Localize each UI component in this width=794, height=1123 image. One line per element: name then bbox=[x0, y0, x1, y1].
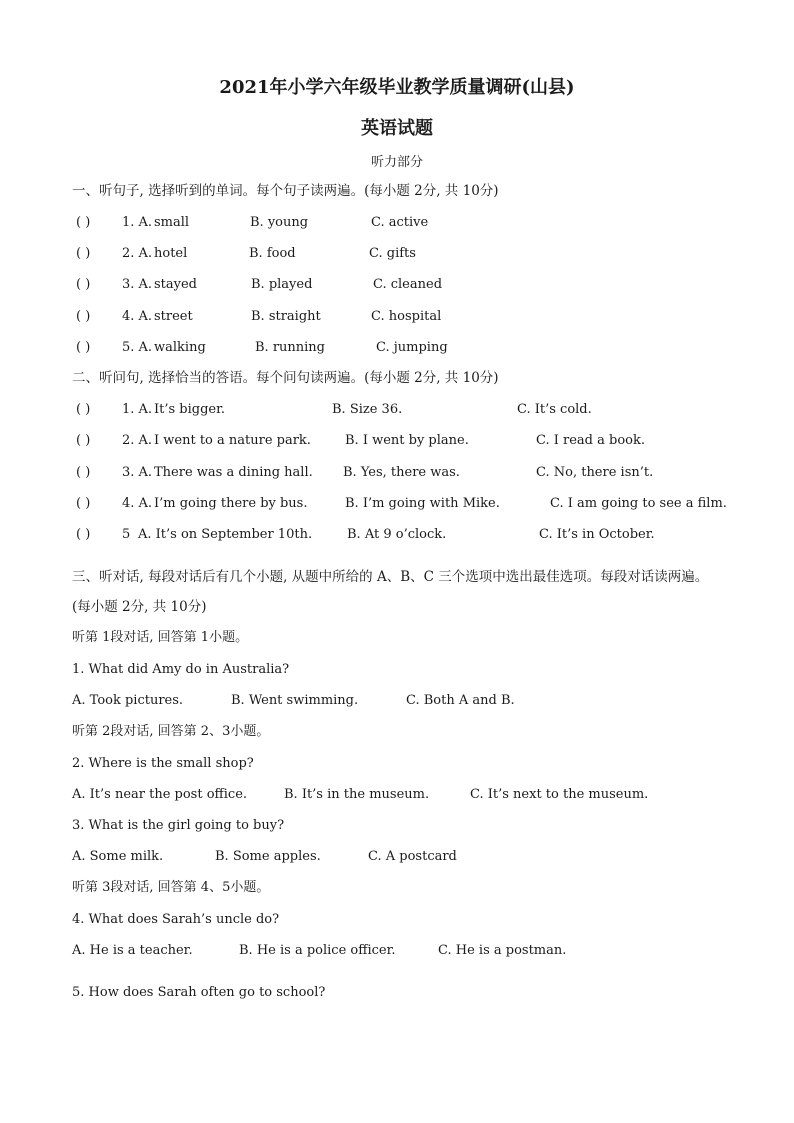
item-number: 4. A. bbox=[122, 496, 153, 511]
option-a: A. Took pictures. bbox=[72, 693, 184, 708]
answer-blank: ( ) bbox=[76, 309, 91, 324]
question-4: 4. What does Sarah’s uncle do? bbox=[72, 912, 280, 927]
option-c: C. hospital bbox=[371, 309, 442, 324]
option-b: B. I’m going with Mike. bbox=[345, 496, 500, 511]
option-b: B. I went by plane. bbox=[345, 433, 469, 448]
answer-blank: ( ) bbox=[76, 527, 91, 542]
option-a: It’s bigger. bbox=[154, 402, 226, 417]
dialogue-2-instruction: 听第 2段对话, 回答第 2、3小题。 bbox=[72, 724, 270, 739]
answer-blank: ( ) bbox=[76, 465, 91, 480]
option-a: I’m going there by bus. bbox=[154, 496, 308, 511]
option-b: B. It’s in the museum. bbox=[284, 787, 430, 802]
answer-blank: ( ) bbox=[76, 277, 91, 292]
option-a: A. He is a teacher. bbox=[72, 943, 193, 958]
option-c: C. jumping bbox=[376, 340, 448, 355]
option-a: A. It’s on September 10th. bbox=[138, 527, 313, 542]
answer-blank: ( ) bbox=[76, 215, 91, 230]
option-b: B. played bbox=[251, 277, 313, 292]
question-2: 2. Where is the small shop? bbox=[72, 756, 254, 771]
option-a: walking bbox=[154, 340, 206, 355]
item-number: 1. A. bbox=[122, 402, 153, 417]
option-a: street bbox=[154, 309, 193, 324]
section-2-heading: 二、听问句, 选择恰当的答语。每个问句读两遍。(每小题 2分, 共 10分) bbox=[72, 370, 499, 386]
part-heading: 听力部分 bbox=[370, 155, 423, 170]
question-3: 3. What is the girl going to buy? bbox=[72, 818, 285, 833]
option-b: B. running bbox=[255, 340, 326, 355]
exam-subject: 英语试题 bbox=[361, 118, 433, 139]
option-c: C. He is a postman. bbox=[438, 943, 567, 958]
option-c: C. It’s cold. bbox=[517, 402, 592, 417]
item-number: 2. A. bbox=[122, 246, 153, 261]
section-3-score-note: (每小题 2分, 共 10分) bbox=[72, 599, 207, 615]
option-b: B. straight bbox=[251, 309, 321, 324]
item-number: 4. A. bbox=[122, 309, 153, 324]
answer-blank: ( ) bbox=[76, 496, 91, 511]
option-a: I went to a nature park. bbox=[154, 433, 311, 448]
option-c: C. Both A and B. bbox=[406, 693, 515, 708]
answer-blank: ( ) bbox=[76, 340, 91, 355]
answer-blank: ( ) bbox=[76, 246, 91, 261]
option-a: A. Some milk. bbox=[72, 849, 164, 864]
answer-blank: ( ) bbox=[76, 433, 91, 448]
item-number: 3. A. bbox=[122, 277, 153, 292]
dialogue-1-instruction: 听第 1段对话, 回答第 1小题。 bbox=[72, 630, 249, 645]
item-number: 5. A. bbox=[122, 340, 153, 355]
item-number: 2. A. bbox=[122, 433, 153, 448]
answer-blank: ( ) bbox=[76, 402, 91, 417]
option-a: A. It’s near the post office. bbox=[72, 787, 248, 802]
item-number: 5 bbox=[122, 527, 131, 542]
option-b: B. Yes, there was. bbox=[343, 465, 460, 480]
option-c: C. It’s in October. bbox=[539, 527, 655, 542]
option-b: B. Went swimming. bbox=[231, 693, 359, 708]
option-b: B. young bbox=[250, 215, 309, 230]
exam-title: 2021年小学六年级毕业教学质量调研(山县) bbox=[219, 77, 575, 98]
option-c: C. gifts bbox=[369, 246, 416, 261]
section-1-heading: 一、听句子, 选择听到的单词。每个句子读两遍。(每小题 2分, 共 10分) bbox=[72, 183, 499, 199]
option-c: C. I read a book. bbox=[536, 433, 645, 448]
option-c: C. It’s next to the museum. bbox=[470, 787, 649, 802]
item-number: 3. A. bbox=[122, 465, 153, 480]
option-c: C. cleaned bbox=[373, 277, 443, 292]
option-a: There was a dining hall. bbox=[154, 465, 313, 480]
item-number: 1. A. bbox=[122, 215, 153, 230]
option-b: B. He is a police officer. bbox=[239, 943, 396, 958]
option-c: C. No, there isn’t. bbox=[536, 465, 654, 480]
option-b: B. food bbox=[249, 246, 296, 261]
option-b: B. Some apples. bbox=[215, 849, 321, 864]
section-3-heading: 三、听对话, 每段对话后有几个小题, 从题中所给的 A、B、C 三个选项中选出最佳选项。每段对话读两遍。 bbox=[72, 569, 709, 585]
question-5: 5. How does Sarah often go to school? bbox=[72, 985, 326, 1000]
dialogue-3-instruction: 听第 3段对话, 回答第 4、5小题。 bbox=[72, 880, 270, 895]
option-c: C. A postcard bbox=[368, 849, 457, 864]
option-a: small bbox=[154, 215, 190, 230]
option-b: B. At 9 o’clock. bbox=[347, 527, 447, 542]
option-c: C. I am going to see a film. bbox=[550, 496, 727, 511]
option-c: C. active bbox=[371, 215, 429, 230]
option-a: hotel bbox=[154, 246, 188, 261]
option-a: stayed bbox=[154, 277, 198, 292]
question-1: 1. What did Amy do in Australia? bbox=[72, 662, 290, 677]
option-b: B. Size 36. bbox=[332, 402, 403, 417]
